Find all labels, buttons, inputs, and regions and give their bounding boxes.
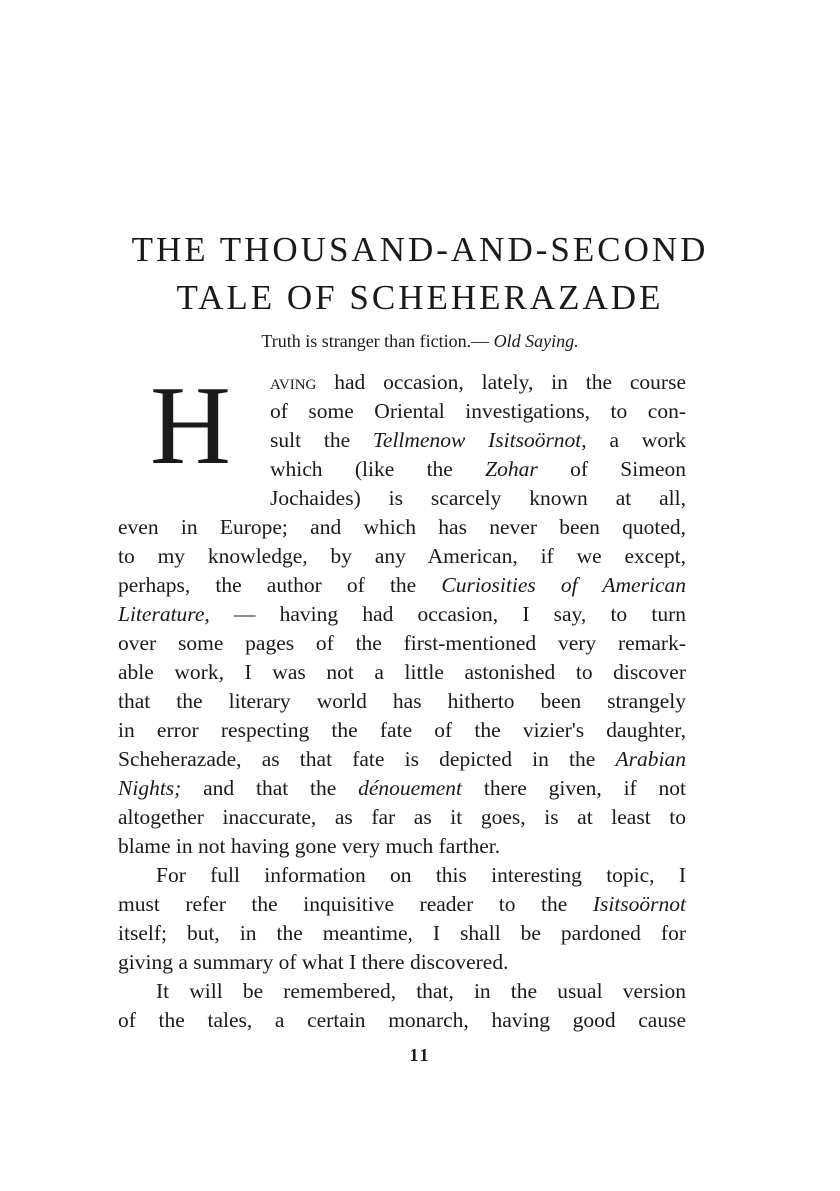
text-span: — having had occasion, I say, to turn — [209, 602, 686, 626]
text-line — [118, 890, 686, 919]
text-line — [270, 368, 686, 397]
text-span: sult the — [270, 428, 373, 452]
text-line: It will be remembered, that, in the usual version — [156, 979, 686, 1003]
text-line — [118, 600, 686, 629]
text-span: Scheherazade, as that fate is depicted in the — [118, 747, 616, 771]
text-line: blame in not having gone very much farther. — [118, 834, 501, 858]
text-line: of the tales, a certain monarch, having good cause — [118, 1008, 686, 1032]
epigraph — [100, 331, 740, 352]
italic-title: Curiosities of American — [441, 573, 686, 597]
text-line: Jochaides) is scarcely known at all, — [270, 486, 686, 510]
text-span: had occasion, lately, in the course — [316, 370, 686, 394]
italic-title: Zohar — [485, 457, 538, 481]
italic-title: Arabian — [615, 747, 686, 771]
text-line: to my knowledge, by any American, if we except, — [118, 544, 686, 568]
text-line: in error respecting the fate of the vizier's daughter, — [118, 718, 686, 742]
text-line: even in Europe; and which has never been quoted, — [118, 515, 686, 539]
italic-title: Literature, — [118, 602, 210, 626]
italic-word: dénouement — [358, 776, 463, 800]
page-number: 11 — [409, 1045, 431, 1065]
title-line-1: THE THOUSAND-AND-SECOND — [131, 230, 709, 269]
text-line — [270, 455, 686, 484]
text-span: and that the — [181, 776, 359, 800]
text-span: perhaps, the author of the — [118, 573, 442, 597]
text-line: over some pages of the first-mentioned very remark- — [118, 631, 686, 655]
italic-title: Nights; — [118, 776, 182, 800]
italic-title: Isitsoörnot — [592, 892, 686, 916]
italic-title: Tellmenow Isitsoörnot, — [372, 428, 587, 452]
text-span: of Simeon — [537, 457, 686, 481]
text-line: For full information on this interesting topic, I — [156, 863, 686, 887]
drop-cap: H — [150, 364, 231, 488]
text-line: of some Oriental investigations, to con- — [270, 399, 686, 423]
lead-in: aving — [270, 370, 317, 394]
epigraph-text: Truth is stranger than fiction.— — [261, 331, 494, 351]
text-line: that the literary world has hitherto been strangely — [118, 689, 686, 713]
text-span: must refer the inquisitive reader to the — [118, 892, 593, 916]
text-span: which (like the — [270, 457, 486, 481]
title-line-2: TALE OF SCHEHERAZADE — [176, 278, 664, 317]
text-line: giving a summary of what I there discovered. — [118, 950, 509, 974]
text-line — [118, 745, 686, 774]
text-span: there given, if not — [462, 776, 686, 800]
text-span: a work — [586, 428, 686, 452]
text-line: altogether inaccurate, as far as it goes, is at least to — [118, 805, 686, 829]
text-line — [118, 774, 686, 803]
text-line: itself; but, in the meantime, I shall be pardoned for — [118, 921, 686, 945]
text-line — [118, 571, 686, 600]
text-line: able work, I was not a little astonished to discover — [118, 660, 686, 684]
text-line — [270, 426, 686, 455]
epigraph-source: Old Saying. — [493, 331, 579, 351]
